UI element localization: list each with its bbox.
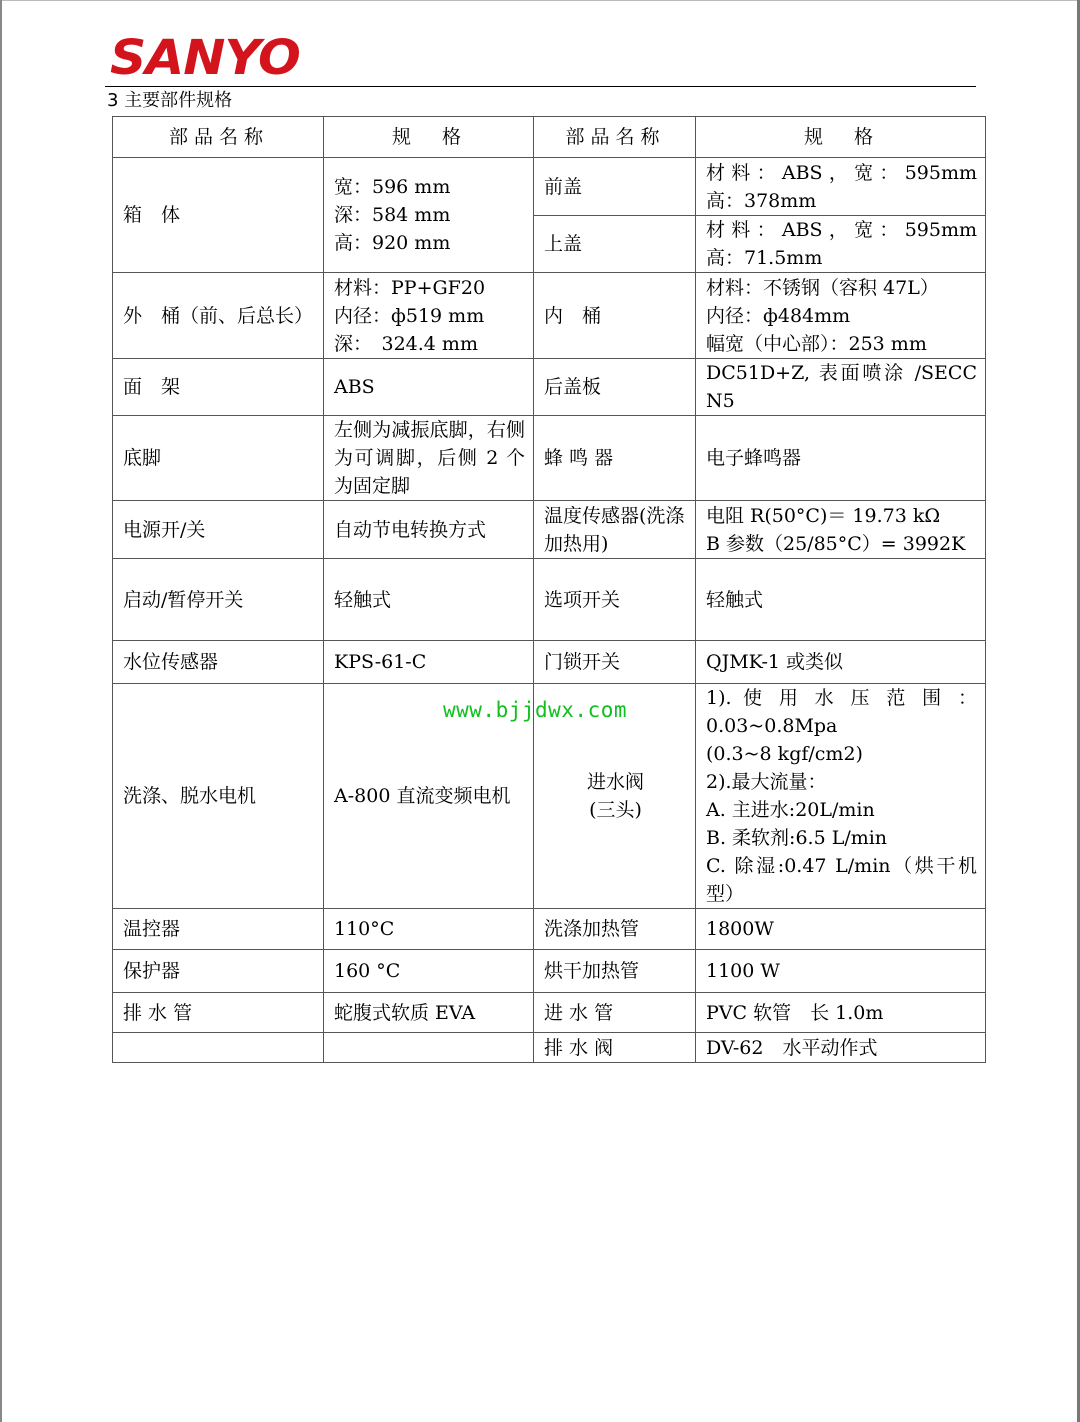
header-part-name-2: 部品名称 <box>534 117 696 158</box>
table-header-row <box>113 117 986 158</box>
part-name-cell: 门锁开关 <box>534 641 696 684</box>
spec-cell: 电子蜂鸣器 <box>696 416 986 501</box>
part-name-cell: 后盖板 <box>534 359 696 416</box>
spec-cell: 材料：不锈钢（容积 47L） 内径：ф484mm 幅宽（中心部）：253 mm <box>696 273 986 359</box>
part-name-cell: 底脚 <box>113 416 324 501</box>
spec-cell: 160 °C <box>324 950 534 993</box>
part-name-cell: 面 架 <box>113 359 324 416</box>
spec-cell: 左侧为减振底脚，右侧为可调脚，后侧 2 个为固定脚 <box>324 416 534 501</box>
part-name-cell: 水位传感器 <box>113 641 324 684</box>
part-name-cell: 上盖 <box>534 216 696 273</box>
table-row <box>113 273 986 359</box>
sanyo-logo: SANYO <box>110 30 300 86</box>
header-part-name-1: 部品名称 <box>113 117 324 158</box>
table-row <box>113 158 986 216</box>
spec-cell: 轻触式 <box>696 559 986 641</box>
part-name-cell: 启动/暂停开关 <box>113 559 324 641</box>
component-spec-table <box>112 116 986 1063</box>
spec-cell: 110°C <box>324 909 534 950</box>
spec-cell: 自动节电转换方式 <box>324 501 534 559</box>
table-row <box>113 641 986 684</box>
spec-cell: 1800W <box>696 909 986 950</box>
header-divider <box>105 86 976 87</box>
part-name-cell: 排 水 管 <box>113 993 324 1033</box>
part-name-cell: 排 水 阀 <box>534 1033 696 1063</box>
spec-cell: 电阻 R(50°C)＝ 19.73 kΩ B 参数（25/85°C）= 3992K <box>696 501 986 559</box>
spec-cell: QJMK-1 或类似 <box>696 641 986 684</box>
website-watermark: www.bjjdwx.com <box>443 698 628 722</box>
part-name-cell: 箱 体 <box>113 158 324 273</box>
table-row <box>113 1033 986 1063</box>
part-name-cell: 进水阀 (三头) <box>534 684 696 909</box>
part-name-cell: 烘干加热管 <box>534 950 696 993</box>
part-name-cell: 温控器 <box>113 909 324 950</box>
spec-cell <box>324 1033 534 1063</box>
spec-cell: DV-62 水平动作式 <box>696 1033 986 1063</box>
spec-cell: 宽：596 mm 深：584 mm 高：920 mm <box>324 158 534 273</box>
spec-cell: 1100 W <box>696 950 986 993</box>
section-title: 3 主要部件规格 <box>107 90 233 111</box>
part-name-cell: 电源开/关 <box>113 501 324 559</box>
page-left-edge <box>0 0 2 1422</box>
spec-cell: 1). 使 用 水 压 范 围 ：0.03~0.8Mpa (0.3~8 kgf/cm2) 2).最大流量： A. 主进水:20L/min B. 柔软剂:6.5 L/min C. 除湿:0.47 L/min（烘干机型） <box>696 684 986 909</box>
spec-cell: A-800 直流变频电机 <box>324 684 534 909</box>
table-row <box>113 559 986 641</box>
part-name-cell: 洗涤加热管 <box>534 909 696 950</box>
part-name-cell: 前盖 <box>534 158 696 216</box>
table-row <box>113 993 986 1033</box>
header-spec-1: 规 格 <box>324 117 534 158</box>
spec-cell: 材料：ABS，宽：595mm 高：71.5mm <box>696 216 986 273</box>
part-name-cell: 内 桶 <box>534 273 696 359</box>
spec-cell: ABS <box>324 359 534 416</box>
spec-cell: DC51D+Z, 表面喷涂 /SECC N5 <box>696 359 986 416</box>
part-name-cell: 蜂 鸣 器 <box>534 416 696 501</box>
table-row <box>113 501 986 559</box>
spec-cell: KPS-61-C <box>324 641 534 684</box>
part-name-cell: 洗涤、脱水电机 <box>113 684 324 909</box>
page-top-edge <box>0 0 1080 1</box>
spec-cell: 蛇腹式软质 EVA <box>324 993 534 1033</box>
spec-cell: 材料：ABS，宽：595mm 高：378mm <box>696 158 986 216</box>
spec-cell: PVC 软管 长 1.0m <box>696 993 986 1033</box>
table-row <box>113 359 986 416</box>
part-name-cell <box>113 1033 324 1063</box>
part-name-cell: 外 桶（前、后总长） <box>113 273 324 359</box>
table-row <box>113 950 986 993</box>
part-name-cell: 进 水 管 <box>534 993 696 1033</box>
table-row <box>113 416 986 501</box>
part-name-cell: 保护器 <box>113 950 324 993</box>
table-row <box>113 909 986 950</box>
header-spec-2: 规 格 <box>696 117 986 158</box>
part-name-cell: 温度传感器(洗涤加热用) <box>534 501 696 559</box>
part-name-cell: 选项开关 <box>534 559 696 641</box>
spec-cell: 轻触式 <box>324 559 534 641</box>
spec-cell: 材料：PP+GF20 内径：ф519 mm 深： 324.4 mm <box>324 273 534 359</box>
